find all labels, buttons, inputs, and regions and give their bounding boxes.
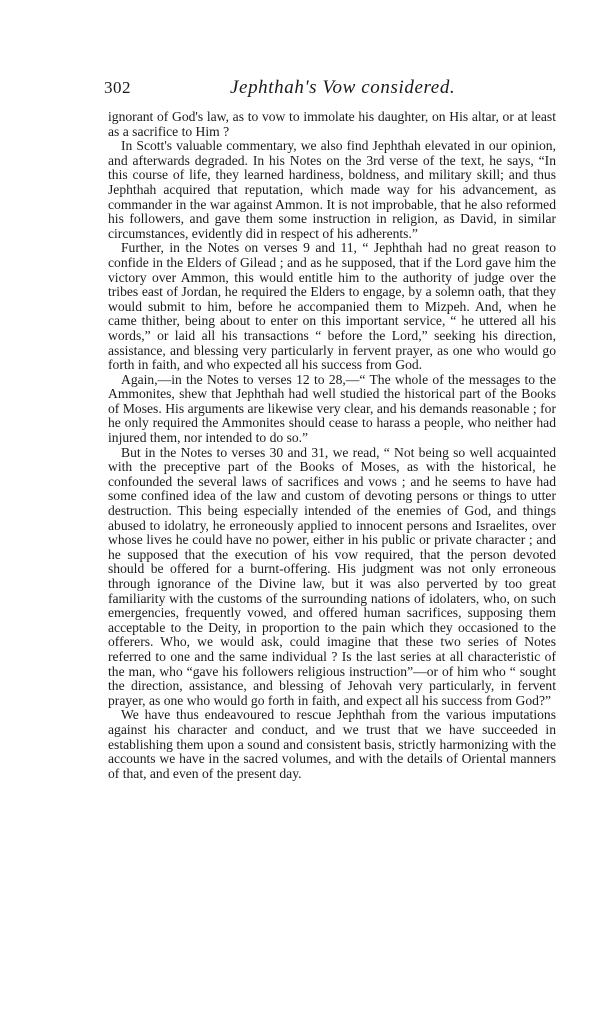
paragraph-verses-12-28: Again,—in the Notes to verses 12 to 28,—“ The whole of the messages to the Ammonites, shew that Jephthah had well studied the historical part of the Books of Moses. His arguments are likewise very clear, and his demands reasonable ; for he only required the Ammonites should cease to harass a people, who neither had injured them, nor intended to do so.” bbox=[108, 371, 556, 446]
body-text bbox=[108, 110, 556, 781]
running-head bbox=[72, 78, 552, 106]
paragraph-verses-30-31: But in the Notes to verses 30 and 31, we read, “ Not being so well acquainted with the preceptive part of the Books of Moses, as with the historical, he confounded the several laws of sacrifices and vows ; and he seems to have had some confined idea of the law and custom of devoting persons or things to utter destruction. This being especially intended of the enemies of God, and things abused to idolatry, he erroneously applied to innocent persons and Israelites, over whose lives he could have no power, either in his public or private character ; and he supposed that the execution of his vow required, that the person devoted should be offered for a burnt-offering. His judgment was not only erroneous through ignorance of the Divine law, but it was also perverted by too great familiarity with the customs of the surrounding nations of idolaters, who, on such emergencies, frequently vowed, and offered human sacrifices, supposing them acceptable to the Deity, in proportion to the pain which they occasioned to the offerers. Who, we would ask, could imagine that these two series of Notes referred to one and the same individual ? Is the last series at all characteristic of the man, who “gave his followers religious instruction”—or of him who “ sought the direction, assistance, and blessing of Jehovah very particularly, in fervent prayer, as one who would go forth in faith, and expect all his success from God?” bbox=[108, 444, 556, 708]
paragraph-scott-commentary: In Scott's valuable commentary, we also find Jephthah elevated in our opinion, and afterwards degraded. In his Notes on the 3rd verse of the text, he says, “In this course of life, they learned hardiness, boldness, and military skill; and thus Jephthah acquired that reputation, which made way for his advancement, as commander in the war against Ammon. It is not improbable, that he also reformed his followers, and gave them some instruction in religion, as David, in similar circumstances, evidently did in respect of his adherents.” bbox=[108, 138, 556, 241]
paragraph-continued: ignorant of God's law, as to vow to immolate his daughter, on His altar, or at least as a sacrifice to Him ? bbox=[108, 109, 556, 139]
book-page bbox=[72, 77, 556, 781]
running-title: Jephthah's Vow considered. bbox=[230, 77, 456, 98]
page-number: 302 bbox=[104, 78, 131, 97]
paragraph-verses-9-11: Further, in the Notes on verses 9 and 11, “ Jephthah had no great reason to confide in the Elders of Gilead ; and as he supposed, that if the Lord gave him the victory over Ammon, this would entitle him to the authority of judge over the tribes east of Jordan, he required the Elders to engage, by a solemn oath, that they would submit to him, before he accompanied them to Mizpeh. And, when he came thither, being about to enter on this important service, “ he uttered all his words,” or laid all his transactions “ before the Lord,” seeking his direction, assistance, and blessing very particularly in fervent prayer, as one who would go forth in faith, and who expected all his success from God. bbox=[108, 240, 556, 373]
paragraph-conclusion: We have thus endeavoured to rescue Jephthah from the various imputations against his character and conduct, and we trust that we have succeeded in establishing them upon a sound and consistent basis, strictly harmonizing with the accounts we have in the sacred volumes, and with the details of Oriental manners of that, and even of the present day. bbox=[108, 707, 556, 781]
